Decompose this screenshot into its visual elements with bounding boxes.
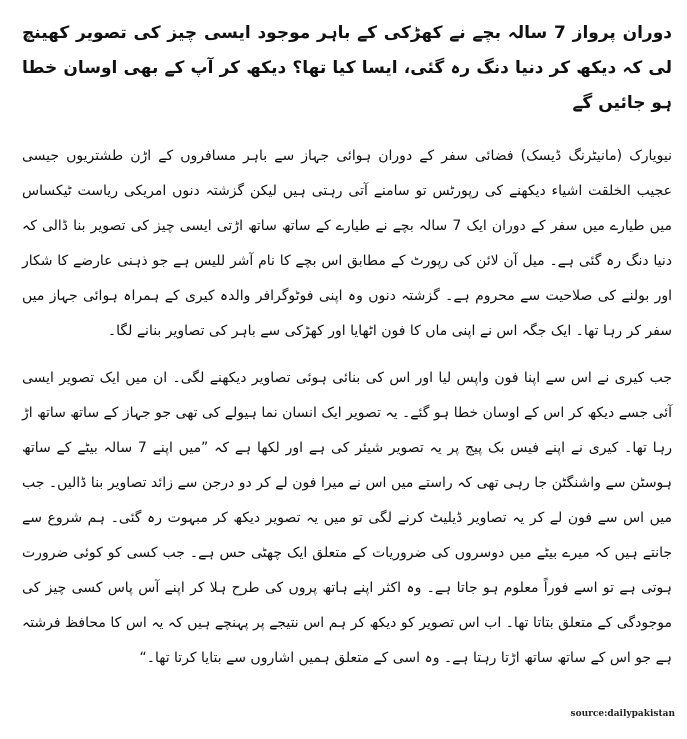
article	[22, 16, 672, 688]
article-paragraph: جب کیری نے اس سے اپنا فون واپس لیا اور اس کی بنائی ہوئی تصاویر دیکھنے لگی۔ ان میں ایک تصویر ایسی آئی جسے دیکھ کر اس کے اوسان خطا ہو گئے۔ یہ تصویر ایک انسان نما ہیولے کی تھی جو جہاز کے ساتھ ساتھ اڑ رہا تھا۔ کیری نے اپنے فیس بک پیج پر یہ تصویر شیئر کی ہے اور لکھا ہے کہ ”میں اپنے 7 سالہ بیٹے کے ساتھ ہوسٹن سے واشنگٹن جا رہی تھی کہ راستے میں اس نے میرا فون لے کر دو درجن سے زائد تصاویر بنا ڈالیں۔ جب میں اس سے فون لے کر یہ تصاویر ڈیلیٹ کرنے لگی تو میں یہ تصویر دیکھ کر مبہوت رہ گئی۔ ہم شروع سے جانتے ہیں کہ میرے بیٹے میں دوسروں کی ضروریات کے متعلق ایک چھٹی حس ہے۔ جب کسی کو کوئی ضرورت ہوتی ہے تو اسے فوراً معلوم ہو جاتا ہے۔ وہ اکثر اپنے ہاتھ پروں کی طرح ہلا کر اپنے آس پاس کسی چیز کی موجودگی کے متعلق بتاتا تھا۔ اب اس تصویر کو دیکھ کر ہم اس نتیجے پر پہنچے ہیں کہ یہ اس کا محافظ فرشتہ ہے جو اس کے ساتھ ساتھ اڑتا رہتا ہے۔ وہ اسی کے متعلق ہمیں اشاروں سے بتایا کرتا تھا۔“	[22, 370, 673, 666]
article-paragraph: نیویارک (مانیٹرنگ ڈیسک) فضائی سفر کے دوران ہوائی جہاز سے باہر مسافروں کے اڑن طشتریوں جیسی عجیب الخلقت اشیاء دیکھنے کی رپورٹس تو سامنے آتی رہتی ہیں لیکن گزشتہ دنوں امریکی ریاست ٹیکساس میں طیارے میں سفر کے دوران ایک 7 سالہ بچے نے طیارے کے ساتھ ساتھ اڑتی ایسی چیز کی تصویر بنا ڈالی کہ دنیا دنگ رہ گئی ہے۔ میل آن لائن کی رپورٹ کے مطابق اس بچے کا نام آشر للیس ہے جو ذہنی عارضے کا شکار اور بولنے کی صلاحیت سے محروم ہے۔ گزشتہ دنوں وہ اپنی فوٹوگرافر والدہ کیری کے ہمراہ ہوائی جہاز میں سفر کر رہا تھا۔ ایک جگہ اس نے اپنی ماں کا فون اٹھایا اور کھڑکی سے باہر کی تصاویر بنانے لگا۔	[22, 148, 672, 339]
article-headline: دوران پرواز 7 سالہ بچے نے کھڑکی کے باہر موجود ایسی چیز کی تصویر کھینچ لی کہ دیکھ کر دنیا دنگ رہ گئی، ایسا کیا تھا؟ دیکھ کر آپ کے بھی اوسان خطا ہو جائیں گے	[22, 23, 673, 113]
source-credit: source:dailypakistan	[570, 709, 675, 719]
